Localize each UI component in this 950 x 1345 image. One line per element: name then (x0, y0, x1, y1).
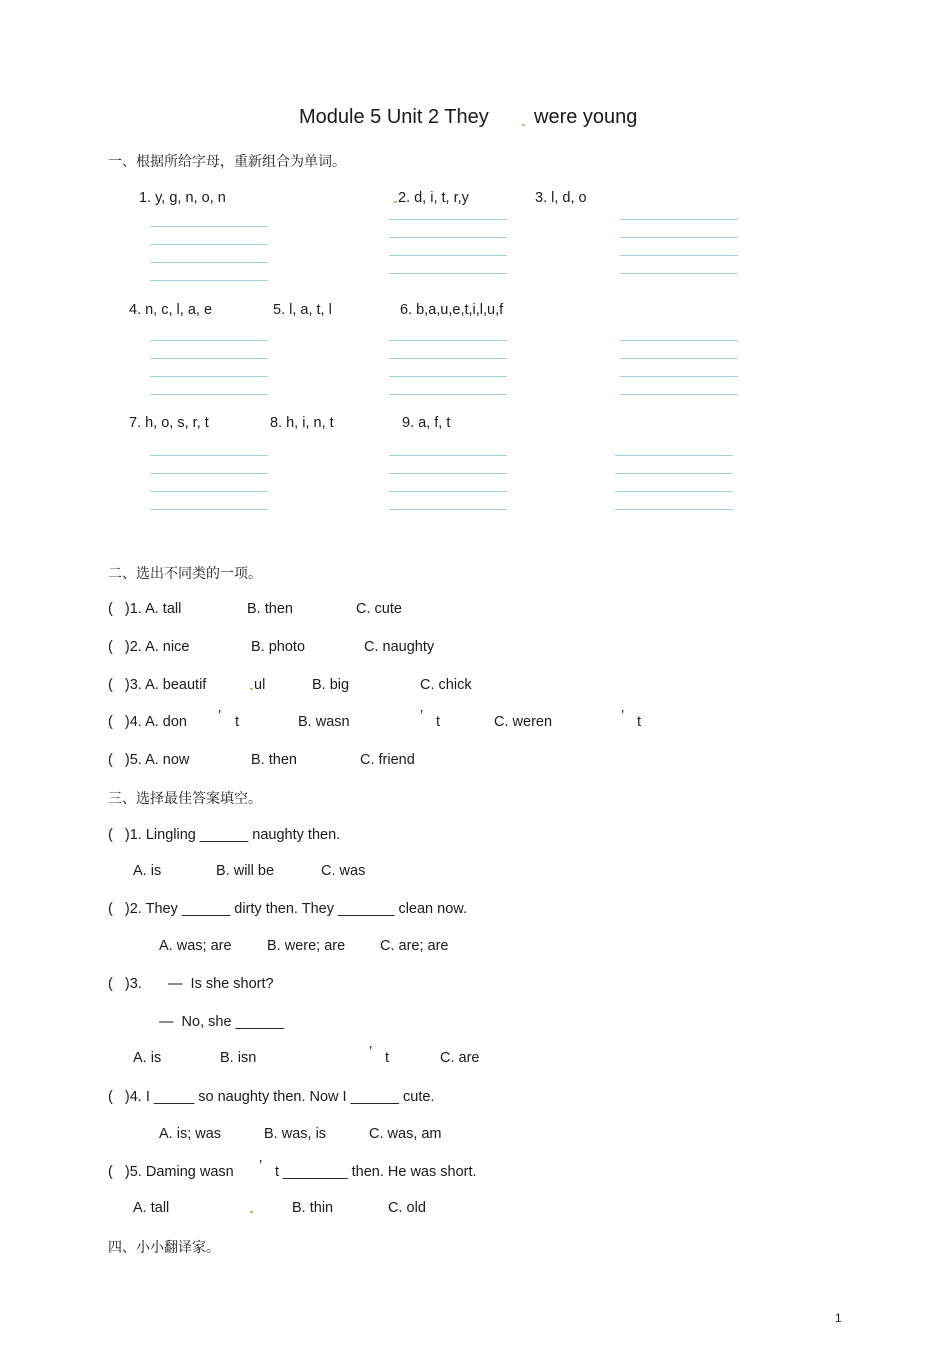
scramble-item-5: 5. l, a, t, l (273, 302, 332, 318)
choice-q2-a: A. was; are (159, 938, 232, 954)
writing-line[interactable] (389, 509, 507, 510)
odd-one-q3-a-tail: ul (254, 677, 266, 693)
choice-q1-a: A. is (133, 863, 162, 879)
ink-dot (522, 124, 525, 126)
writing-line[interactable] (389, 255, 507, 256)
writing-line[interactable] (150, 280, 268, 281)
writing-line[interactable] (389, 358, 507, 359)
apostrophe: ’ (420, 708, 424, 724)
writing-line[interactable] (150, 473, 268, 474)
writing-line[interactable] (389, 237, 507, 238)
writing-line[interactable] (620, 358, 738, 359)
writing-line[interactable] (615, 491, 733, 492)
section1-heading: 一、根据所给字母，重新组合为单词。 (108, 154, 346, 170)
ink-dot (250, 688, 253, 690)
scramble-item-6: 6. b,a,u,e,t,i,l,u,f (400, 302, 504, 318)
odd-one-q5-b: B. then (251, 752, 297, 768)
scramble-item-2: 2. d, i, t, r,y (398, 190, 469, 206)
writing-line[interactable] (615, 473, 733, 474)
writing-line[interactable] (389, 473, 507, 474)
writing-line[interactable] (389, 394, 507, 395)
choice-q4-c: C. was, am (369, 1126, 442, 1142)
apostrophe: ’ (218, 708, 222, 724)
odd-one-q5-c: C. friend (360, 752, 415, 768)
odd-one-q4-c: C. weren (494, 714, 553, 730)
writing-line[interactable] (150, 376, 268, 377)
ink-dot (250, 1211, 253, 1213)
scramble-item-4: 4. n, c, l, a, e (129, 302, 213, 318)
writing-line[interactable] (620, 219, 738, 220)
writing-line[interactable] (150, 358, 268, 359)
apostrophe: ’ (259, 1158, 263, 1174)
writing-line[interactable] (389, 455, 507, 456)
page-title-right: were young (534, 106, 638, 128)
writing-line[interactable] (620, 340, 738, 341)
scramble-item-1: 1. y, g, n, o, n (139, 190, 226, 206)
writing-line[interactable] (150, 226, 268, 227)
section3-heading: 三、选择最佳答案填空。 (108, 791, 262, 807)
odd-one-q1-b: B. then (247, 601, 293, 617)
writing-line[interactable] (620, 273, 738, 274)
choice-q2-b: B. were; are (267, 938, 346, 954)
scramble-item-9: 9. a, f, t (402, 415, 451, 431)
writing-line[interactable] (620, 394, 738, 395)
letter-t: t (637, 714, 642, 730)
choice-q5-a: A. tall (133, 1200, 170, 1216)
odd-one-q2: ( )2. A. nice (108, 639, 190, 655)
writing-line[interactable] (150, 394, 268, 395)
writing-line[interactable] (620, 237, 738, 238)
choice-q4-stem: ( )4. I _____ so naughty then. Now I ______ cute. (108, 1089, 435, 1105)
choice-q5-stem-rest: t ________ then. He was short. (275, 1164, 477, 1180)
writing-line[interactable] (150, 491, 268, 492)
letter-t: t (235, 714, 240, 730)
odd-one-q2-c: C. naughty (364, 639, 435, 655)
odd-one-q3: ( )3. A. beautif (108, 677, 207, 693)
scramble-item-8: 8. h, i, n, t (270, 415, 334, 431)
odd-one-q5: ( )5. A. now (108, 752, 190, 768)
writing-line[interactable] (620, 255, 738, 256)
choice-q5-stem: ( )5. Daming wasn (108, 1164, 234, 1180)
choice-q1-stem: ( )1. Lingling ______ naughty then. (108, 827, 341, 843)
section4-heading: 四、小小翻译家。 (108, 1240, 220, 1256)
writing-line[interactable] (150, 509, 268, 510)
choice-q3-line2: — No, she ______ (159, 1014, 284, 1030)
writing-line[interactable] (150, 244, 268, 245)
scramble-item-7: 7. h, o, s, r, t (129, 415, 209, 431)
choice-q3-line1: — Is she short? (168, 976, 274, 992)
writing-line[interactable] (150, 340, 268, 341)
writing-line[interactable] (615, 455, 733, 456)
odd-one-q2-b: B. photo (251, 639, 306, 655)
page-title-left: Module 5 Unit 2 They (299, 106, 489, 128)
writing-line[interactable] (150, 455, 268, 456)
writing-line[interactable] (389, 340, 507, 341)
choice-q3-a: A. is (133, 1050, 162, 1066)
page-number: 1 (835, 1311, 842, 1325)
choice-q4-b: B. was, is (264, 1126, 327, 1142)
choice-q2-c: C. are; are (380, 938, 449, 954)
writing-line[interactable] (389, 376, 507, 377)
odd-one-q4-b: B. wasn (298, 714, 350, 730)
odd-one-q3-c: C. chick (420, 677, 472, 693)
odd-one-q1: ( )1. A. tall (108, 601, 182, 617)
scramble-item-3: 3. l, d, o (535, 190, 587, 206)
odd-one-q4: ( )4. A. don (108, 714, 187, 730)
apostrophe: ’ (369, 1044, 373, 1060)
writing-line[interactable] (150, 262, 268, 263)
writing-line[interactable] (389, 491, 507, 492)
choice-q3-c: C. are (440, 1050, 480, 1066)
letter-t: t (436, 714, 441, 730)
choice-q3-b: B. isn (220, 1050, 257, 1066)
choice-q1-c: C. was (321, 863, 366, 879)
section2-heading: 二、选出不同类的一项。 (108, 566, 262, 582)
choice-q4-a: A. is; was (159, 1126, 222, 1142)
odd-one-q3-b: B. big (312, 677, 350, 693)
writing-line[interactable] (389, 273, 507, 274)
ink-dot (394, 201, 397, 203)
writing-line[interactable] (620, 376, 738, 377)
odd-one-q1-c: C. cute (356, 601, 402, 617)
apostrophe: ’ (621, 708, 625, 724)
choice-q5-c: C. old (388, 1200, 426, 1216)
choice-q1-b: B. will be (216, 863, 275, 879)
choice-q2-stem: ( )2. They ______ dirty then. They _______ clean now. (108, 901, 467, 917)
writing-line[interactable] (615, 509, 733, 510)
writing-line[interactable] (389, 219, 507, 220)
letter-t: t (385, 1050, 390, 1066)
choice-q5-b: B. thin (292, 1200, 334, 1216)
choice-q3-stem: ( )3. (108, 976, 142, 992)
